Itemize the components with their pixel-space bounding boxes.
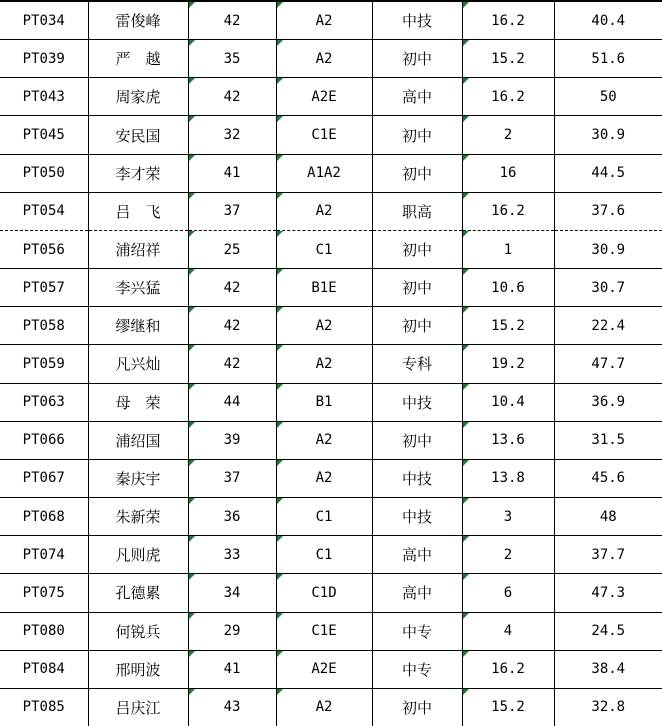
value-cell[interactable]: 2 — [462, 116, 554, 154]
education-cell[interactable]: 中专 — [372, 612, 462, 650]
license-cell[interactable]: C1 — [276, 230, 372, 268]
license-cell[interactable]: A2 — [276, 307, 372, 345]
score-cell[interactable]: 30.7 — [554, 269, 662, 307]
name-cell[interactable]: 缪继和 — [88, 307, 188, 345]
age-cell[interactable]: 42 — [188, 1, 276, 40]
id-cell[interactable]: PT067 — [0, 459, 88, 497]
age-cell[interactable]: 39 — [188, 421, 276, 459]
score-cell[interactable]: 51.6 — [554, 40, 662, 78]
age-cell[interactable]: 37 — [188, 459, 276, 497]
score-cell[interactable]: 37.7 — [554, 536, 662, 574]
license-cell[interactable]: A2 — [276, 40, 372, 78]
education-cell[interactable]: 初中 — [372, 421, 462, 459]
table-row — [0, 192, 662, 230]
age-cell[interactable]: 42 — [188, 269, 276, 307]
value-cell[interactable]: 16.2 — [462, 78, 554, 116]
education-cell[interactable]: 中专 — [372, 650, 462, 688]
table-row — [0, 421, 662, 459]
education-cell[interactable]: 初中 — [372, 688, 462, 726]
score-cell[interactable]: 50 — [554, 78, 662, 116]
value-cell[interactable]: 15.2 — [462, 40, 554, 78]
age-cell[interactable]: 41 — [188, 650, 276, 688]
name-cell[interactable]: 秦庆宇 — [88, 459, 188, 497]
value-cell[interactable]: 19.2 — [462, 345, 554, 383]
value-cell[interactable]: 15.2 — [462, 688, 554, 726]
score-cell[interactable]: 38.4 — [554, 650, 662, 688]
age-cell[interactable]: 33 — [188, 536, 276, 574]
score-cell[interactable]: 24.5 — [554, 612, 662, 650]
education-cell[interactable]: 初中 — [372, 154, 462, 192]
value-cell[interactable]: 6 — [462, 574, 554, 612]
name-cell[interactable]: 浦绍祥 — [88, 230, 188, 268]
table-row — [0, 40, 662, 78]
license-cell[interactable]: B1 — [276, 383, 372, 421]
education-cell[interactable]: 高中 — [372, 536, 462, 574]
table-row — [0, 230, 662, 268]
table-row — [0, 536, 662, 574]
education-cell[interactable]: 初中 — [372, 116, 462, 154]
id-cell[interactable]: PT057 — [0, 269, 88, 307]
name-cell[interactable]: 凡则虎 — [88, 536, 188, 574]
license-cell[interactable]: A2 — [276, 459, 372, 497]
id-cell[interactable]: PT074 — [0, 536, 88, 574]
id-cell[interactable]: PT084 — [0, 650, 88, 688]
name-cell[interactable]: 周家虎 — [88, 78, 188, 116]
value-cell[interactable]: 10.4 — [462, 383, 554, 421]
score-cell[interactable]: 37.6 — [554, 192, 662, 230]
education-cell[interactable]: 初中 — [372, 307, 462, 345]
license-cell[interactable]: C1E — [276, 116, 372, 154]
table-row — [0, 459, 662, 497]
table-row — [0, 688, 662, 726]
id-cell[interactable]: PT043 — [0, 78, 88, 116]
license-cell[interactable]: A2E — [276, 650, 372, 688]
grid-body — [0, 1, 662, 726]
table-row — [0, 612, 662, 650]
license-cell[interactable]: A2E — [276, 78, 372, 116]
name-cell[interactable]: 雷俊峰 — [88, 1, 188, 40]
table-row — [0, 383, 662, 421]
age-cell[interactable]: 42 — [188, 307, 276, 345]
education-cell[interactable]: 专科 — [372, 345, 462, 383]
id-cell[interactable]: PT056 — [0, 230, 88, 268]
age-cell[interactable]: 43 — [188, 688, 276, 726]
age-cell[interactable]: 32 — [188, 116, 276, 154]
age-cell[interactable]: 25 — [188, 230, 276, 268]
education-cell[interactable]: 中技 — [372, 1, 462, 40]
license-cell[interactable]: C1 — [276, 536, 372, 574]
license-cell[interactable]: A2 — [276, 192, 372, 230]
table-row — [0, 154, 662, 192]
education-cell[interactable]: 高中 — [372, 78, 462, 116]
license-cell[interactable]: A1A2 — [276, 154, 372, 192]
id-cell[interactable]: PT075 — [0, 574, 88, 612]
value-cell[interactable]: 16.2 — [462, 1, 554, 40]
name-cell[interactable]: 李才荣 — [88, 154, 188, 192]
value-cell[interactable]: 16 — [462, 154, 554, 192]
education-cell[interactable]: 中技 — [372, 459, 462, 497]
id-cell[interactable]: PT054 — [0, 192, 88, 230]
license-cell[interactable]: A2 — [276, 421, 372, 459]
license-cell[interactable]: B1E — [276, 269, 372, 307]
age-cell[interactable]: 34 — [188, 574, 276, 612]
table-row — [0, 78, 662, 116]
age-cell[interactable]: 41 — [188, 154, 276, 192]
score-cell[interactable]: 22.4 — [554, 307, 662, 345]
table-row — [0, 650, 662, 688]
education-cell[interactable]: 初中 — [372, 40, 462, 78]
education-cell[interactable]: 初中 — [372, 269, 462, 307]
value-cell[interactable]: 15.2 — [462, 307, 554, 345]
name-cell[interactable]: 凡兴灿 — [88, 345, 188, 383]
license-cell[interactable]: A2 — [276, 345, 372, 383]
score-cell[interactable]: 47.7 — [554, 345, 662, 383]
name-cell[interactable]: 吕庆江 — [88, 688, 188, 726]
education-cell[interactable]: 职高 — [372, 192, 462, 230]
name-cell[interactable]: 何锐兵 — [88, 612, 188, 650]
name-cell[interactable]: 孔德累 — [88, 574, 188, 612]
score-cell[interactable]: 32.8 — [591, 699, 626, 716]
education-cell[interactable]: 高中 — [372, 574, 462, 612]
age-cell[interactable]: 44 — [188, 383, 276, 421]
value-cell[interactable]: 2 — [462, 536, 554, 574]
name-cell[interactable]: 浦绍国 — [88, 421, 188, 459]
id-cell[interactable]: PT068 — [0, 498, 88, 536]
id-cell[interactable]: PT066 — [0, 421, 88, 459]
id-cell[interactable]: PT039 — [0, 40, 88, 78]
id-cell[interactable]: PT085 — [0, 688, 88, 726]
license-cell[interactable]: C1E — [276, 612, 372, 650]
id-cell[interactable]: PT045 — [0, 116, 88, 154]
name-cell[interactable]: 母 荣 — [88, 383, 188, 421]
name-cell[interactable]: 邢明波 — [88, 650, 188, 688]
table-row — [0, 1, 662, 40]
age-cell[interactable]: 35 — [188, 40, 276, 78]
score-cell[interactable]: 45.6 — [554, 459, 662, 497]
age-cell[interactable]: 37 — [188, 192, 276, 230]
age-cell[interactable]: 36 — [188, 498, 276, 536]
id-cell[interactable]: PT063 — [0, 383, 88, 421]
education-cell[interactable]: 中技 — [372, 383, 462, 421]
name-cell[interactable]: 安民国 — [88, 116, 188, 154]
score-cell[interactable]: 30.9 — [554, 230, 662, 268]
score-cell[interactable]: 31.5 — [554, 421, 662, 459]
license-cell[interactable]: C1 — [276, 498, 372, 536]
education-cell[interactable]: 初中 — [372, 230, 462, 268]
value-cell[interactable]: 13.8 — [462, 459, 554, 497]
name-cell[interactable]: 严 越 — [88, 40, 188, 78]
age-cell[interactable]: 42 — [188, 345, 276, 383]
score-cell[interactable]: 47.3 — [554, 574, 662, 612]
id-cell[interactable]: PT050 — [0, 154, 88, 192]
age-cell[interactable]: 42 — [188, 78, 276, 116]
table-row — [0, 116, 662, 154]
license-cell[interactable]: C1D — [276, 574, 372, 612]
id-cell[interactable]: PT034 — [0, 1, 88, 40]
id-cell[interactable]: PT058 — [0, 307, 88, 345]
value-cell[interactable]: 4 — [462, 612, 554, 650]
value-cell[interactable]: 16.2 — [462, 650, 554, 688]
table-row — [0, 574, 662, 612]
score-cell[interactable]: 36.9 — [554, 383, 662, 421]
table-row — [0, 498, 662, 536]
license-cell[interactable]: A2 — [276, 1, 372, 40]
value-cell[interactable]: 13.6 — [462, 421, 554, 459]
score-cell[interactable]: 40.4 — [554, 1, 662, 40]
score-cell[interactable]: 48 — [554, 498, 662, 536]
age-cell[interactable]: 29 — [188, 612, 276, 650]
value-cell[interactable]: 1 — [462, 230, 554, 268]
table-row — [0, 307, 662, 345]
value-cell[interactable]: 3 — [462, 498, 554, 536]
name-cell[interactable]: 吕 飞 — [88, 192, 188, 230]
table-row — [0, 345, 662, 383]
name-cell[interactable]: 朱新荣 — [88, 498, 188, 536]
license-cell[interactable]: A2 — [276, 688, 372, 726]
value-cell[interactable]: 16.2 — [462, 192, 554, 230]
value-cell[interactable]: 10.6 — [462, 269, 554, 307]
id-cell[interactable]: PT059 — [0, 345, 88, 383]
id-cell[interactable]: PT080 — [0, 612, 88, 650]
education-cell[interactable]: 中技 — [372, 498, 462, 536]
score-cell[interactable]: 44.5 — [554, 154, 662, 192]
score-cell[interactable]: 30.9 — [554, 116, 662, 154]
table-row — [0, 269, 662, 307]
name-cell[interactable]: 李兴猛 — [88, 269, 188, 307]
